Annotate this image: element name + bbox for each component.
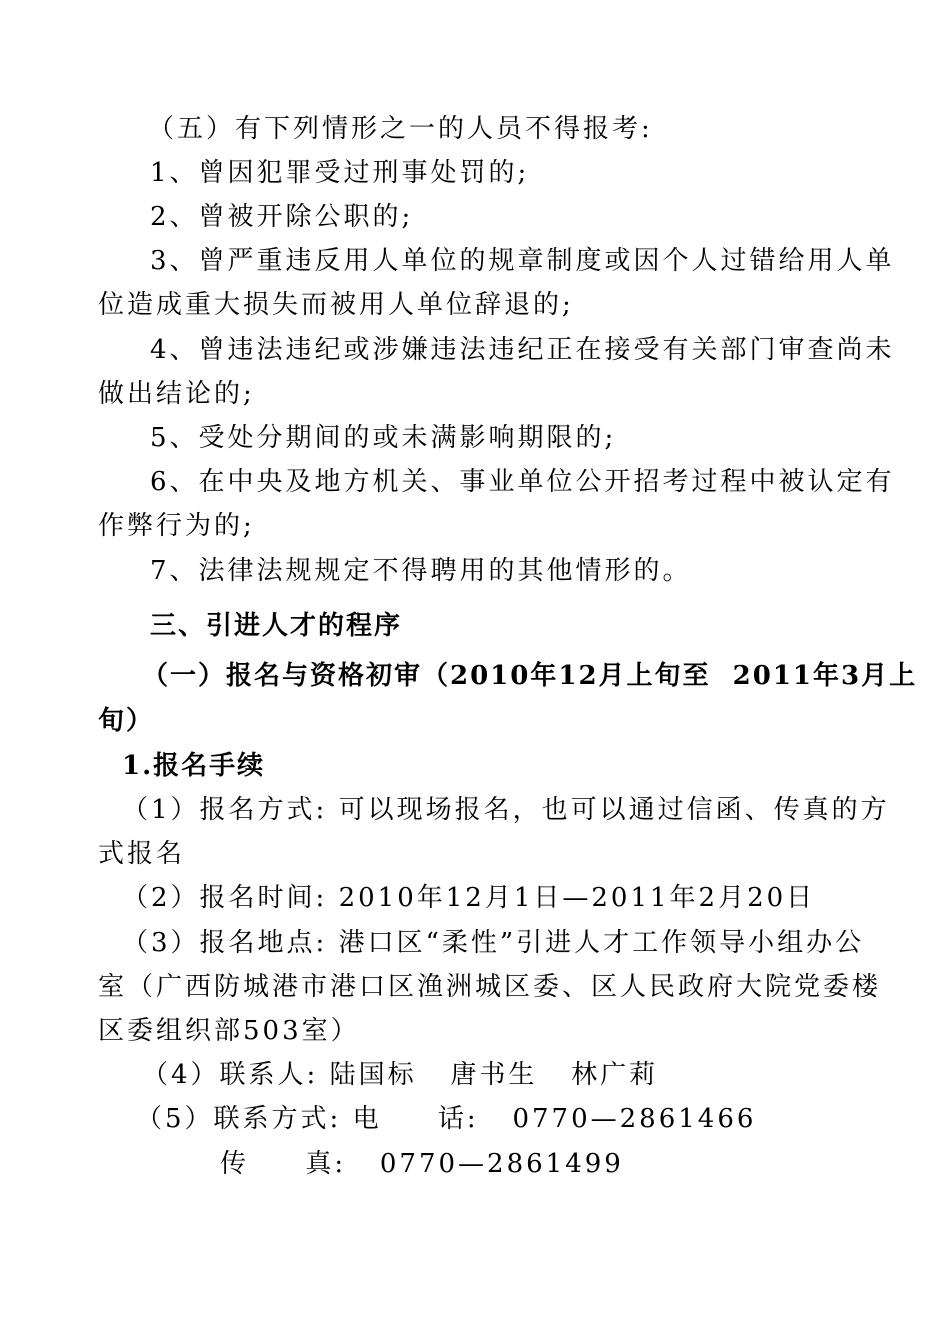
disqualify-item-6: 6、在中央及地方机关、事业单位公开招考过程中被认定有 — [150, 467, 895, 497]
disqualify-item-6-cont: 作弊行为的; — [98, 511, 255, 541]
registration-place: （3）报名地点: 港口区“柔性”引进人才工作领导小组办公 — [122, 928, 865, 958]
disqualify-heading: （五）有下列情形之一的人员不得报考: — [148, 114, 653, 144]
disqualify-item-3-cont: 位造成重大损失而被用人单位辞退的; — [98, 290, 574, 320]
registration-title: 1.报名手续 — [122, 751, 266, 781]
disqualify-item-5: 5、受处分期间的或未满影响期限的; — [150, 423, 617, 453]
section-3-title: 三、引进人才的程序 — [150, 611, 403, 641]
disqualify-item-4-cont: 做出结论的; — [98, 379, 255, 409]
disqualify-item-7: 7、法律法规规定不得聘用的其他情形的。 — [150, 556, 692, 586]
contact-phone: （5）联系方式: 电 话: 0770—2861466 — [136, 1104, 757, 1134]
disqualify-item-1: 1、曾因犯罪受过刑事处罚的; — [150, 158, 530, 188]
subsection-1-title-cont: 旬） — [98, 706, 155, 736]
registration-place-cont-2: 区委组织部503室） — [98, 1016, 360, 1046]
disqualify-item-3: 3、曾严重违反用人单位的规章制度或因个人过错给用人单 — [150, 246, 895, 276]
registration-method-cont: 式报名 — [98, 839, 186, 869]
registration-time: （2）报名时间: 2010年12月1日—2011年2月20日 — [122, 883, 816, 913]
registration-place-cont-1: 室（广西防城港市港口区渔洲城区委、区人民政府大院党委楼 — [98, 972, 882, 1002]
contact-fax: 传 真: 0770—2861499 — [220, 1149, 624, 1179]
contact-persons: （4）联系人: 陆国标 唐书生 林广莉 — [142, 1060, 659, 1090]
subsection-1-title: （一）报名与资格初审（2010年12月上旬至 2011年3月上 — [142, 661, 918, 691]
disqualify-item-2: 2、曾被开除公职的; — [150, 202, 414, 232]
disqualify-item-4: 4、曾违法违纪或涉嫌违法违纪正在接受有关部门审查尚未 — [150, 335, 895, 365]
registration-method: （1）报名方式: 可以现场报名，也可以通过信函、传真的方 — [122, 795, 890, 825]
